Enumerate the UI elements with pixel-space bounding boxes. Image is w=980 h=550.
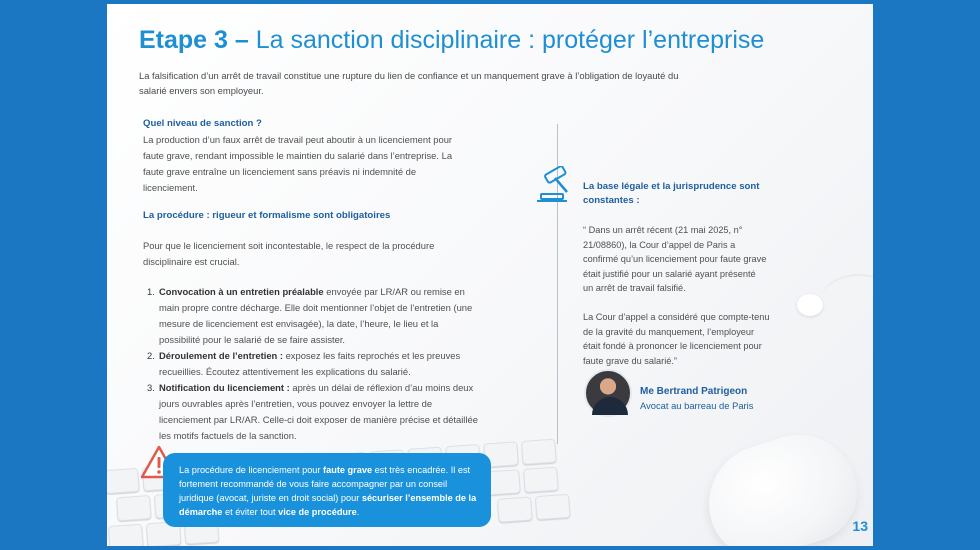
page-number: 13 bbox=[852, 518, 868, 534]
procedure-heading: La procédure : rigueur et formalisme sont obligatoires bbox=[143, 210, 391, 221]
intro-paragraph: La falsification d’un arrêt de travail constitue une rupture du lien de confiance et un manquement grave à l’obligation de loyauté du salarié envers son employeur. bbox=[139, 70, 679, 96]
procedure-intro: Pour que le licenciement soit incontestable, le respect de la procédure disciplinaire est crucial. bbox=[143, 240, 435, 267]
procedure-step: 3. Notification du licenciement : après un délai de réflexion d’au moins deux jours ouvrables après l’entretien, vous pouvez envoyer la lettre de licenciement par LR/AR. Celle-ci doit exposer de manière précise et détaillée les motifs factuels de la sanction. bbox=[147, 382, 478, 441]
lawyer-name: Me Bertrand Patrigeon bbox=[640, 386, 748, 397]
legal-heading: La base légale et la jurisprudence sont constantes : bbox=[583, 181, 760, 206]
procedure-step: 1. Convocation à un entretien préalable envoyée par LR/AR ou remise en main propre contre décharge. Elle doit mentionner l’objet de l’entretien (une mesure de licenciement est envisagée), la date, l’heure, le lieu et la possibilité pour le salarié de se faire assister. bbox=[147, 286, 473, 345]
gavel-icon bbox=[535, 166, 577, 204]
earbud-decoration bbox=[797, 294, 823, 316]
lawyer-avatar bbox=[584, 369, 632, 417]
earphone-cable-decoration bbox=[819, 274, 873, 334]
page-title: Etape 3 – La sanction disciplinaire : protéger l’entreprise bbox=[139, 26, 765, 54]
procedure-step: 2. Déroulement de l’entretien : exposez les faits reprochés et les preuves recueillies. Écoutez attentivement les explications du salarié. bbox=[147, 350, 461, 377]
slide-page bbox=[107, 4, 873, 546]
legal-quote-part2: La Cour d’appel a considéré que compte-tenu de la gravité du manquement, l’employeur était fondé à prononcer le licenciement pour faute grave du salarié.” bbox=[583, 312, 770, 366]
sanction-heading: Quel niveau de sanction ? bbox=[143, 118, 262, 129]
warning-callout: La procédure de licenciement pour faute grave est très encadrée. Il est fortement recommandé de vous faire accompagner par un conseil juridique (avocat, juriste en droit social) pour sécuriser l’ensemble de la démarche et éviter tout vice de procédure. bbox=[163, 453, 491, 527]
legal-quote-part1: “ Dans un arrêt récent (21 mai 2025, n° 21/08860), la Cour d’appel de Paris a confirmé qu’un licenciement pour faute grave était justifié pour un salarié ayant présenté un arrêt de travail falsifié. bbox=[583, 225, 767, 293]
mouse-decoration bbox=[694, 420, 871, 546]
lawyer-role: Avocat au barreau de Paris bbox=[640, 400, 754, 411]
sanction-text: La production d’un faux arrêt de travail peut aboutir à un licenciement pour faute grave, rendant impossible le maintien du salarié dans l’entreprise. La faute grave entraîne un licenciement sans préavis ni indemnité de licenciement. bbox=[143, 134, 453, 193]
procedure-steps-list bbox=[147, 284, 479, 444]
